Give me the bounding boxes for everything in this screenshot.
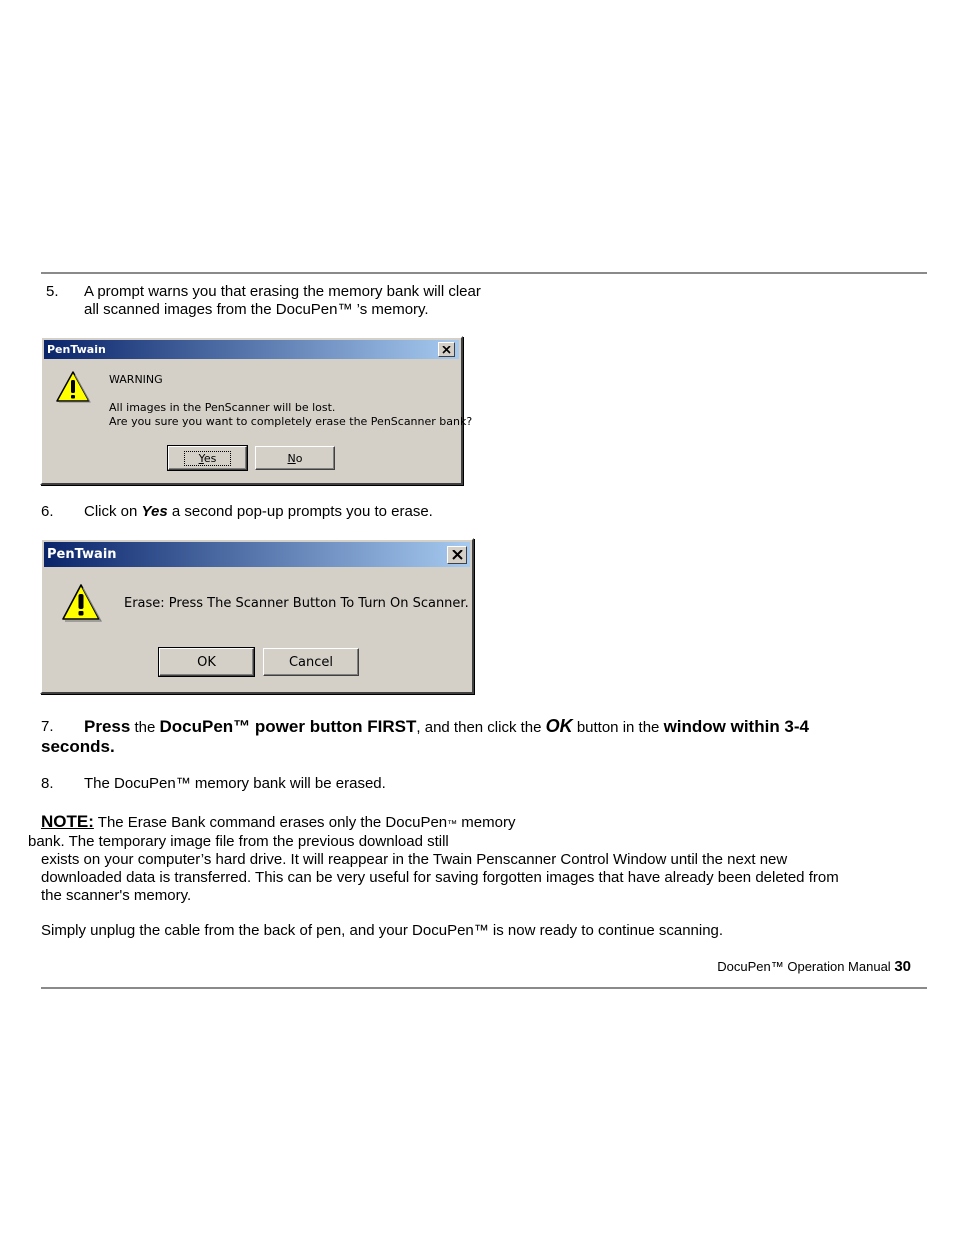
step-6-pre: Click on [84,503,142,520]
erase-dialog-title: PenTwain [47,547,117,562]
step-7-number: 7. [41,718,54,735]
yes-button-label: es [203,451,217,465]
erase-dialog-close-button[interactable] [447,546,467,564]
top-rule [41,272,927,274]
ok-button-label: OK [197,654,216,670]
note-text-1: The Erase Bank command erases only the DocuPen [93,814,448,831]
step-7-line-2: seconds. [41,737,115,756]
closing-paragraph: Simply unplug the cable from the back of pen, and your DocuPen™ is now ready to continue scanning. [41,922,724,939]
no-button-mnemonic: N [287,451,296,465]
step-5-number: 5. [46,283,59,300]
step-7-mid: , and then click the [416,719,546,736]
footer-label: DocuPen™ Operation Manual [717,959,895,974]
cancel-button-label: Cancel [288,654,334,670]
step-6-number: 6. [41,503,54,520]
note-line-5: the scanner's memory. [41,887,192,904]
note-text-2: memory [457,814,516,831]
step-6-yes: Yes [141,503,168,520]
ok-button[interactable] [159,648,254,676]
note-label: NOTE: [41,812,94,831]
erase-dialog [40,538,474,694]
step-7-power-button: DocuPen™ power button FIRST [159,717,417,736]
cancel-button[interactable] [263,648,359,676]
step-5-line-2: all scanned images from the DocuPen™ ’s memory. [84,301,429,318]
step-7-press: Press [84,717,131,736]
warning-dialog-title: PenTwain [47,343,106,356]
step-8-number: 8. [41,775,54,792]
warning-dialog [40,336,473,485]
step-6-post: a second pop-up prompts you to erase. [167,503,433,520]
step-6-text [84,503,433,521]
step-8-text: The DocuPen™ memory bank will be erased. [84,775,386,792]
yes-button[interactable] [168,446,247,470]
note-line-3: exists on your computer’s hard drive. It will reappear in the Twain Penscanner Control Window until the next new [41,851,788,868]
warning-dialog-heading: WARNING [109,373,163,386]
close-icon [442,346,451,354]
warning-dialog-close-button[interactable] [438,342,455,357]
no-button-label: o [295,451,303,465]
yes-button-focus [184,451,232,466]
erase-dialog-message: Erase: Press The Scanner Button To Turn On Scanner. [124,596,469,611]
step-7-window: window within 3-4 [663,717,810,736]
note-line-2: bank. The temporary image file from the previous download still [28,833,449,850]
step-7-the: the [130,719,160,736]
step-7-button-in: button in the [572,719,664,736]
warning-icon [60,582,102,624]
step-7-line-1 [84,715,809,739]
warning-icon [55,370,91,404]
step-5-line-1: A prompt warns you that erasing the memory bank will clear [84,283,481,300]
note-line-4: downloaded data is transferred. This can be very useful for saving forgotten images that have already been deleted from [41,869,839,886]
warning-dialog-line-1: All images in the PenScanner will be lost. [109,401,336,414]
yes-button-mnemonic: Y [198,451,204,465]
erase-dialog-titlebar [44,542,470,567]
bottom-rule [41,987,927,989]
warning-dialog-titlebar [44,340,459,359]
page-number: 30 [894,958,911,975]
close-icon [452,550,463,560]
note-tm: ™ [447,819,458,830]
no-button[interactable] [255,446,335,470]
page-footer [717,957,911,977]
warning-dialog-line-2: Are you sure you want to completely erase the PenScanner bank? [109,415,473,428]
step-7-ok: OK [545,716,573,736]
